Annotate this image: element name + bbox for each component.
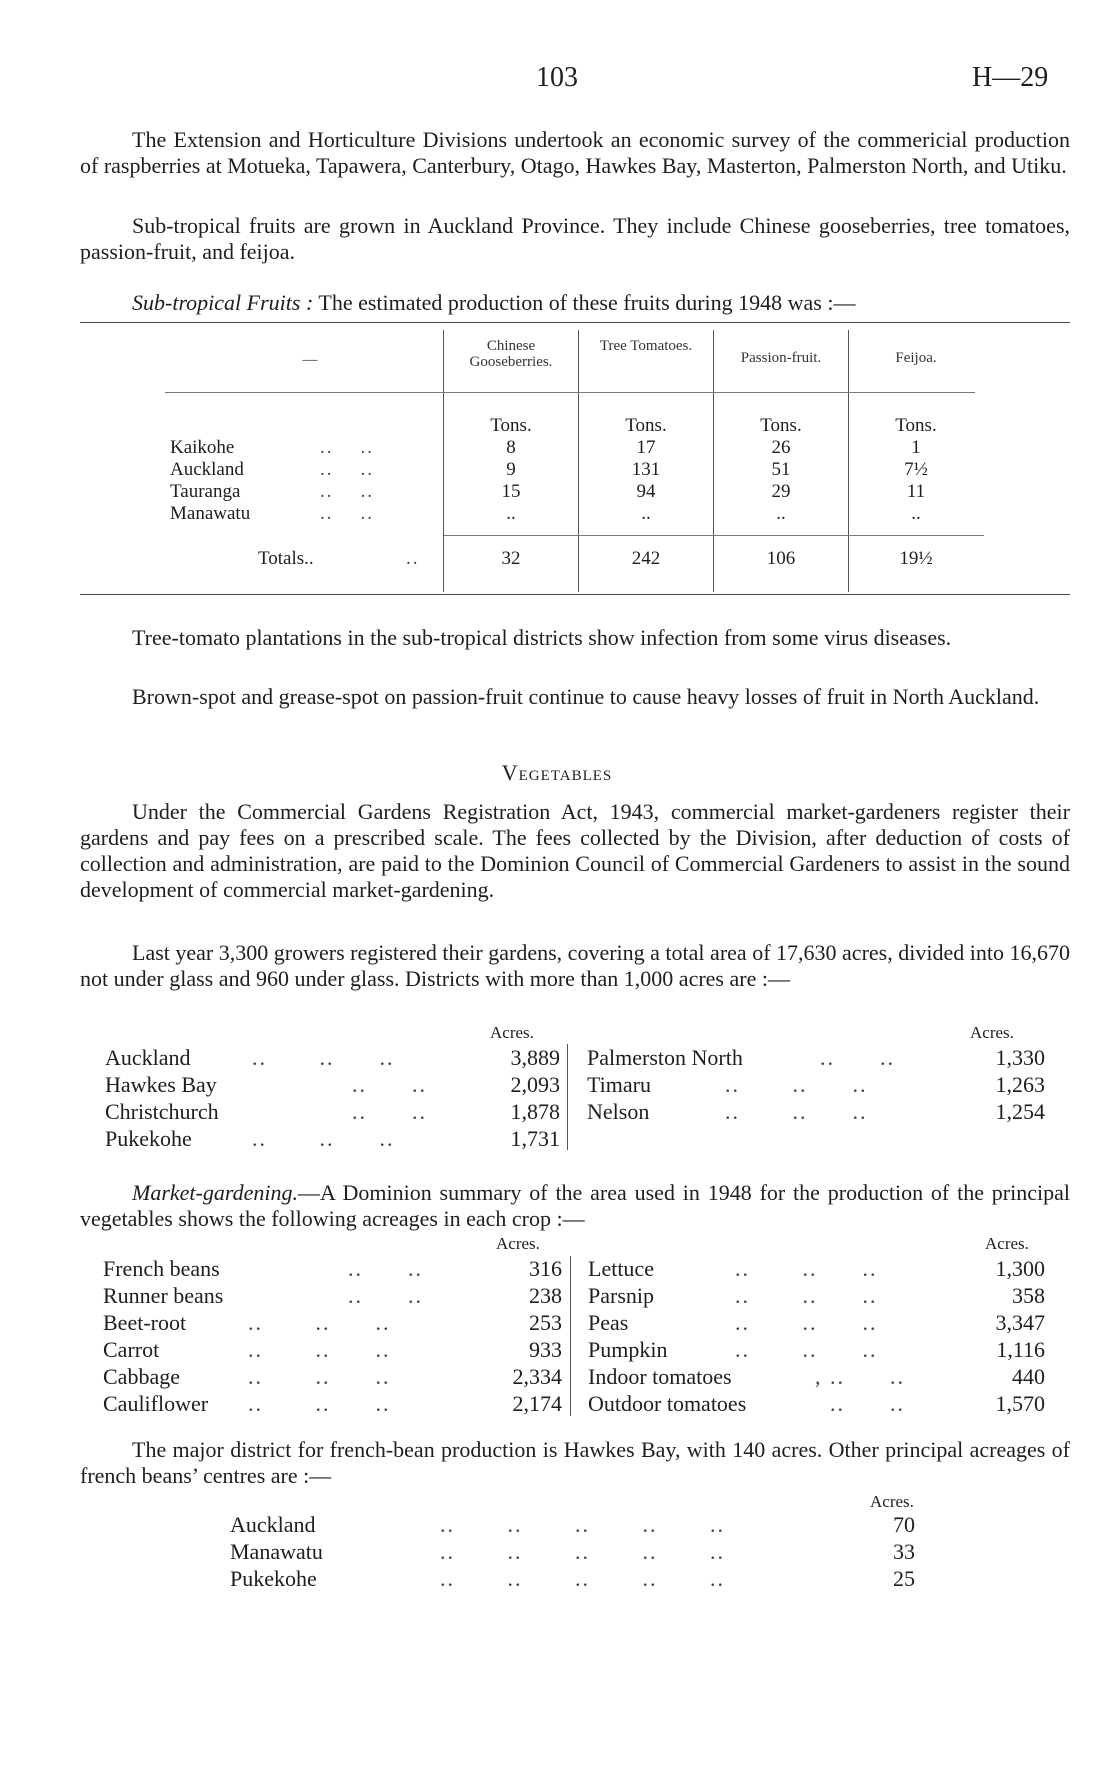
totals-cell: 19½: [899, 548, 933, 569]
leader-dots: .. ..: [830, 1391, 905, 1416]
district-name: Nelson: [587, 1099, 650, 1124]
leader-dots: .. .. ..: [725, 1072, 868, 1097]
leader-dots: .. .. ..: [735, 1310, 878, 1335]
centre-name: Pukekohe: [230, 1566, 317, 1591]
leader-dots: .. .. ..: [735, 1283, 878, 1308]
table-cell: ..: [911, 503, 921, 524]
totals-cell: 106: [766, 548, 796, 569]
unit-label: Tons.: [895, 415, 937, 436]
vegetable-name: Cauliflower: [103, 1391, 209, 1416]
table-cell: 26: [771, 437, 791, 458]
vegetable-acres: 1,116: [996, 1337, 1045, 1362]
leader-dots: .. .. ..: [248, 1337, 391, 1362]
leader-dots: .. ..: [348, 1256, 423, 1281]
unit-label: Acres.: [870, 1492, 914, 1511]
district-acres: 1,263: [995, 1072, 1045, 1097]
leader-dots: ..: [406, 548, 420, 569]
leader-dots: .. .. ..: [248, 1310, 391, 1335]
unit-label: Acres.: [970, 1023, 1014, 1042]
paragraph-registration-act: Under the Commercial Gardens Registration Act, 1943, commercial market-gardeners register their gardens and pay fees on a prescribed scale. The fees collected by the Division, after deduction of costs of collection and administration, are paid to the Dominion Council of Commercial Gardeners to assist in the sound development of commercial market-gardening.: [80, 799, 1070, 902]
row-label: Kaikohe: [170, 437, 235, 458]
vegetable-name: Outdoor tomatoes: [588, 1391, 747, 1416]
unit-label: Acres.: [496, 1234, 540, 1253]
district-acres: 1,731: [510, 1126, 560, 1151]
vegetable-name: Beet-root: [103, 1310, 187, 1335]
leader-dots: .. ..: [320, 437, 374, 458]
document-reference: H—29: [972, 62, 1049, 93]
row-label: Auckland: [170, 459, 244, 480]
table-bottom-rule: [80, 594, 1070, 595]
table-cell: 131: [631, 459, 661, 480]
unit-label: Tons.: [625, 415, 667, 436]
vegetable-acres: 2,334: [512, 1364, 562, 1389]
leader-dots: .. .. ..: [252, 1126, 395, 1151]
table-cell: 9: [506, 459, 516, 480]
district-name: Palmerston North: [587, 1045, 743, 1070]
district-name: Pukekohe: [105, 1126, 192, 1151]
vegetable-name: Parsnip: [588, 1283, 654, 1308]
vegetable-name: Indoor tomatoes: [588, 1364, 732, 1389]
table-cell: 7½: [904, 459, 928, 480]
paragraph-growers-registered: Last year 3,300 growers registered their gardens, covering a total area of 17,630 acres, divided into 16,670 not under glass and 960 under glass. Districts with more than 1,000 acres are :—: [80, 940, 1070, 991]
vegetable-acres: 358: [1012, 1283, 1045, 1308]
district-acres: 2,093: [510, 1072, 560, 1097]
table-cell: 1: [911, 437, 921, 458]
district-acres: 1,330: [995, 1045, 1045, 1070]
district-name: Hawkes Bay: [105, 1072, 217, 1097]
district-acres: 3,889: [510, 1045, 560, 1070]
vegetable-acres: 933: [529, 1337, 562, 1362]
centre-name: Manawatu: [230, 1539, 323, 1564]
paragraph-fruit-table-intro: Sub-tropical Fruits : The estimated production of these fruits during 1948 was :—: [132, 290, 856, 315]
leader-dots: , .. ..: [815, 1364, 905, 1389]
section-heading-vegetables: Vegetables: [501, 760, 613, 785]
leader-dots: .. ..: [352, 1072, 427, 1097]
vegetable-name: French beans: [103, 1256, 220, 1281]
paragraph-tree-tomato: Tree-tomato plantations in the sub-tropical districts show infection from some virus diseases.: [132, 625, 952, 650]
paragraph-subtropical-fruits: Sub-tropical fruits are grown in Auckland Province. They include Chinese gooseberries, tree tomatoes, passion-fruit, and feijoa.: [80, 213, 1070, 264]
header-rule: [165, 392, 975, 393]
subheading-market-gardening: Market-gardening.: [132, 1180, 298, 1205]
vegetable-acres: 3,347: [995, 1310, 1045, 1335]
subheading-subtropical-fruits: Sub-tropical Fruits :: [132, 290, 314, 315]
leader-dots: .. .. ..: [735, 1256, 878, 1281]
unit-label: Acres.: [490, 1023, 534, 1042]
vegetable-acres: 316: [529, 1256, 562, 1281]
unit-label: Acres.: [985, 1234, 1029, 1253]
table-top-rule: [80, 322, 1070, 323]
vegetable-name: Cabbage: [103, 1364, 180, 1389]
district-acres: 1,878: [510, 1099, 560, 1124]
leader-dots: .. .. .. .. ..: [440, 1512, 725, 1537]
leader-dots: .. .. ..: [248, 1364, 391, 1389]
vegetable-acres: 1,300: [995, 1256, 1045, 1281]
leader-dots: .. .. ..: [252, 1045, 395, 1070]
paragraph-market-gardening: Market-gardening.—A Dominion summary of the area used in 1948 for the production of the principal vegetables shows the following acreages in each crop :—: [80, 1180, 1070, 1231]
column-header: Passion-fruit.: [740, 350, 822, 366]
page-number: 103: [536, 62, 578, 93]
paragraph-french-beans: The major district for french-bean production is Hawkes Bay, with 140 acres. Other principal acreages of french beans’ centres are :—: [80, 1437, 1070, 1488]
vegetable-name: Carrot: [103, 1337, 160, 1362]
leader-dots: .. .. .. .. ..: [440, 1566, 725, 1591]
centre-acres: 25: [893, 1566, 915, 1591]
unit-label: Tons.: [760, 415, 802, 436]
centre-name: Auckland: [230, 1512, 316, 1537]
column-header: Feijoa.: [895, 350, 937, 366]
leader-dots: .. ..: [352, 1099, 427, 1124]
column-header: Chinese Gooseberries.: [469, 338, 553, 370]
paragraph-passion-fruit: Brown-spot and grease-spot on passion-fruit continue to cause heavy losses of fruit in North Auckland.: [132, 684, 1040, 709]
table-cell: 11: [906, 481, 926, 502]
stub-header: —: [302, 352, 318, 368]
vegetable-acres: 238: [529, 1283, 562, 1308]
table-cell: 94: [636, 481, 656, 502]
table-cell: 17: [636, 437, 656, 458]
row-label: Manawatu: [170, 503, 251, 524]
leader-dots: .. ..: [320, 459, 374, 480]
vegetable-acres: 2,174: [512, 1391, 562, 1416]
vegetable-name: Runner beans: [103, 1283, 224, 1308]
leader-dots: .. .. ..: [248, 1391, 391, 1416]
totals-cell: 32: [501, 548, 521, 569]
leader-dots: .. ..: [320, 481, 374, 502]
totals-cell: 242: [631, 548, 661, 569]
unit-label: Tons.: [490, 415, 532, 436]
leader-dots: .. .. .. .. ..: [440, 1539, 725, 1564]
leader-dots: .. ..: [320, 503, 374, 524]
vegetable-acres: 1,570: [995, 1391, 1045, 1416]
centre-acres: 70: [893, 1512, 915, 1537]
table-cell: 15: [501, 481, 521, 502]
paragraph-raspberry-survey: The Extension and Horticulture Divisions undertook an economic survey of the commericial production of raspberries at Motueka, Tapawera, Canterbury, Otago, Hawkes Bay, Masterton, Palmerston North, and Utiku.: [80, 127, 1070, 178]
leader-dots: .. ..: [820, 1045, 895, 1070]
leader-dots: .. .. ..: [725, 1099, 868, 1124]
table-cell: 8: [506, 437, 516, 458]
column-header: Tree Tomatoes.: [599, 338, 693, 354]
table-cell: ..: [506, 503, 516, 524]
district-name: Timaru: [587, 1072, 651, 1097]
totals-label: Totals..: [258, 548, 314, 569]
table-cell: 51: [771, 459, 791, 480]
column-divider: [570, 1256, 571, 1416]
vegetable-name: Lettuce: [588, 1256, 654, 1281]
leader-dots: .. .. ..: [735, 1337, 878, 1362]
district-name: Auckland: [105, 1045, 191, 1070]
table-cell: ..: [641, 503, 651, 524]
vegetable-name: Peas: [588, 1310, 629, 1335]
column-divider: [567, 1044, 568, 1150]
row-label: Tauranga: [170, 481, 241, 502]
leader-dots: .. ..: [348, 1283, 423, 1308]
district-acres: 1,254: [995, 1099, 1045, 1124]
centre-acres: 33: [893, 1539, 915, 1564]
vegetable-acres: 440: [1012, 1364, 1045, 1389]
totals-rule: [444, 535, 984, 536]
district-name: Christchurch: [105, 1099, 219, 1124]
table-cell: ..: [776, 503, 786, 524]
vegetable-acres: 253: [529, 1310, 562, 1335]
vegetable-name: Pumpkin: [588, 1337, 668, 1362]
table-cell: 29: [771, 481, 791, 502]
